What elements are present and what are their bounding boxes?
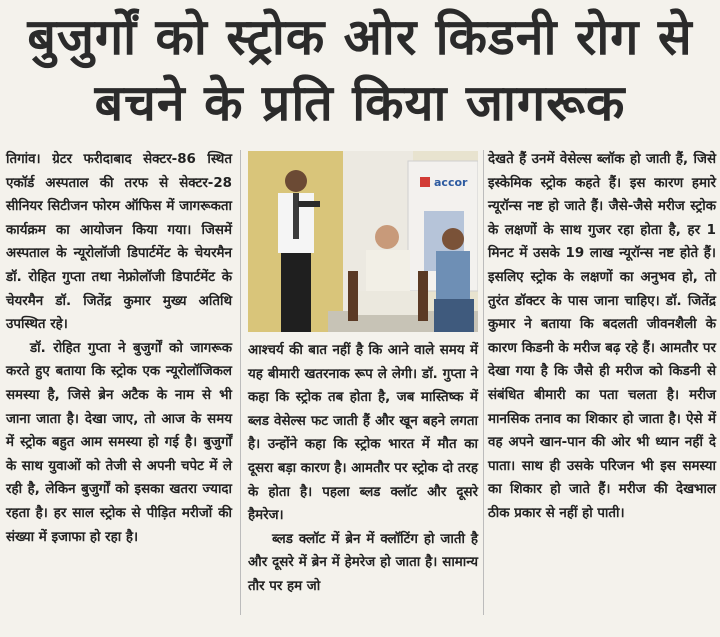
article-headline: बुजुर्गों को स्ट्रोक ओर किडनी रोग से बचने के प्रति किया जागरूक bbox=[27, 8, 693, 132]
article-column-3 bbox=[488, 148, 716, 526]
banner-logo-text: accor bbox=[434, 176, 468, 189]
paragraph-5: देखते हैं उनमें वेसेल्स ब्लॉक हो जाती हैं, जिसे इस्केमिक स्ट्रोक कहते हैं। इस कारण हमारे न्यूरॉन्स नष्ट हो जाते हैं। जैसे-जैसे मरीज स्ट्रोक के लक्षणों के साथ गुजर रहा होता है, हर 1 मिनट में उसके 19 लाख न्यूरॉन्स नष्ट होते हैं। इसलिए स्ट्रोक के लक्षणों का अनुभव हो, तो तुरंत डॉक्टर के पास जाना चाहिए। डॉ. जितेंद्र कुमार ने बताया कि बदलती जीवनशैली के कारण किडनी के मरीज बढ़ रहे हैं। आमतौर पर देखा गया है कि जैसे ही मरीज को किडनी से संबंधित बीमारी का पता चलता है। मरीज मानसिक तनाव का शिकार हो जाता है। ऐसे में वह अपने खान-पान की ओर भी ध्यान नहीं दे पाता। साथ ही उसके परिजन भी इस समस्या का शिकार हो जाते हैं। मरीज की देखभाल ठीक प्रकार से नहीं हो पाती। bbox=[488, 152, 716, 521]
paragraph-1-text: ग्रेटर फरीदाबाद सेक्टर-86 स्थित एकॉर्ड अस्पताल की तरफ से सेक्टर-28 सीनियर सिटीजन फोरम ऑफिस में जागरूकता कार्यक्रम का आयोजन किया गया। जिसमें अस्पताल के न्यूरोलॉजी डिपार्टमेंट के चेयरमैन डॉ. रोहित गुप्ता तथा नेफ्रोलॉजी डिपार्टमेंट के चेयरमैन डॉ. जितेंद्र कुमार मुख्य अतिथि उपस्थित रहे। bbox=[6, 152, 233, 333]
event-photo bbox=[248, 151, 478, 332]
article-column-1 bbox=[6, 148, 232, 549]
column-separator-2 bbox=[483, 150, 484, 615]
article-column-2 bbox=[248, 339, 478, 599]
dateline: तिगांव। bbox=[6, 152, 41, 167]
paragraph-2: डॉ. रोहित गुप्ता ने बुजुर्गों को जागरूक करते हुए बताया कि स्ट्रोक एक न्यूरोलॉजिकल समस्या है, जिसे ब्रेन अटैक के नाम से भी जाना जाता है। देखा जाए, तो आज के समय में स्ट्रोक बहुत आम समस्या हो गई है। बुजुर्गों के साथ युवाओं को तेजी से अपनी चपेट में ले रही है, लेकिन बुजुर्गों को इसका खतरा ज्यादा रहता है। हर साल स्ट्रोक से पीड़ित मरीजों की संख्या में इजाफा हो रहा है। bbox=[6, 340, 232, 545]
paragraph-4: ब्लड क्लॉट में ब्रेन में क्लॉटिंग हो जाती है और दूसरे में ब्रेन में हेमरेज हो जाता है। सामान्य तौर पर हम जो bbox=[248, 531, 478, 594]
paragraph-1 bbox=[6, 148, 232, 337]
paragraph-3: आश्चर्य की बात नहीं है कि आने वाले समय में यह बीमारी खतरनाक रूप ले लेगी। डॉ. गुप्ता ने कहा कि स्ट्रोक तब होता है, जब मास्तिष्क में ब्लड वेसेल्स फट जाती हैं और खून बहने लगता है। उन्होंने कहा कि स्ट्रोक भारत में मौत का दूसरा बड़ा कारण है। आमतौर पर स्ट्रोक दो तरह के होता है। पहला ब्लड क्लॉट और दूसरे हैमरेज। bbox=[248, 343, 478, 524]
column-separator-1 bbox=[240, 150, 241, 615]
event-photo-illustration bbox=[248, 151, 478, 332]
